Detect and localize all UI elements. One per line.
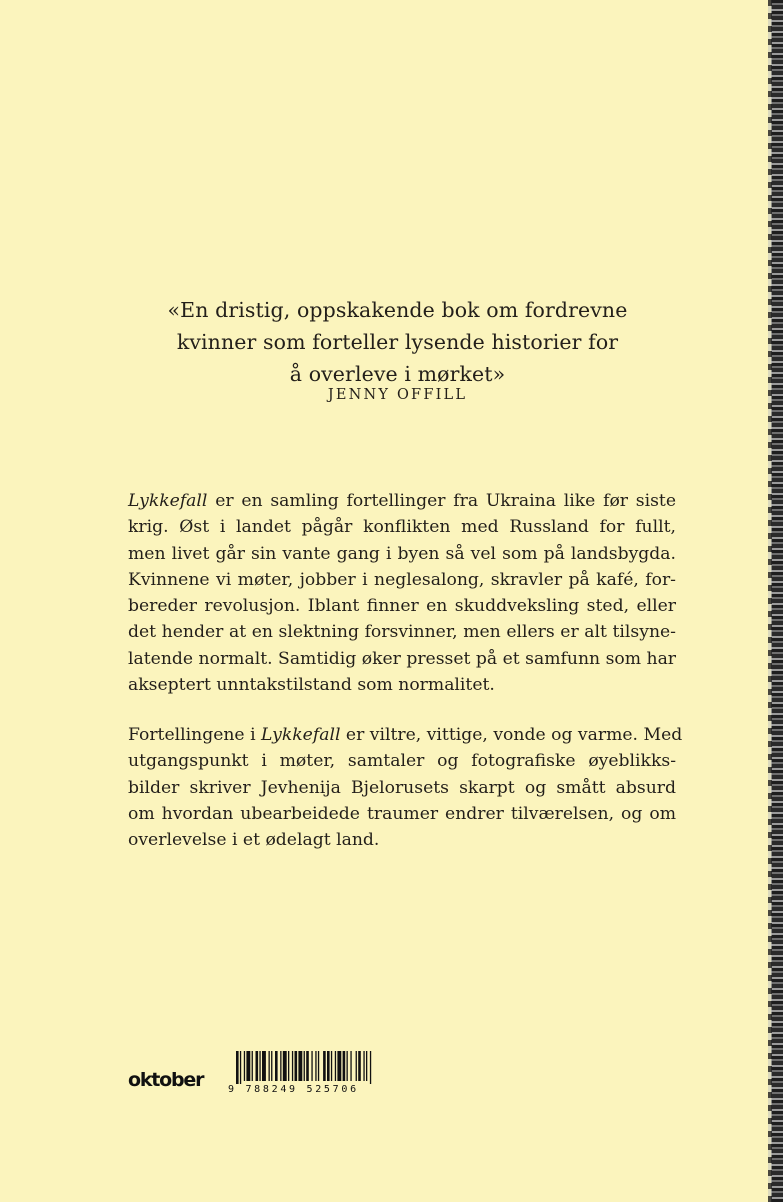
- blurb-line: men livet går sin vante gang i byen så vel som på landsbygda.: [128, 543, 676, 564]
- barcode-bar: [366, 1051, 367, 1081]
- barcode-bar: [347, 1051, 348, 1081]
- barcode-bar: [306, 1051, 309, 1081]
- barcode-bar: [269, 1051, 270, 1081]
- blurb-line: Lykkefall er en samling fortellinger fra Ukraina like før siste: [128, 491, 676, 511]
- barcode-bar: [335, 1051, 336, 1081]
- blurb-line: det hender at en slektning forsvinner, men ellers er alt tilsyne-: [128, 622, 676, 643]
- barcode-bar: [262, 1051, 266, 1081]
- blurb-paragraph-2: [128, 722, 683, 853]
- barcode-bar: [280, 1051, 281, 1081]
- barcode-bar: [370, 1051, 371, 1084]
- quote-attribution: JENNY OFFILL: [327, 387, 468, 403]
- barcode-bar: [292, 1051, 293, 1081]
- barcode-bar: [244, 1051, 245, 1081]
- blurb-paragraph-1: [128, 488, 676, 698]
- barcode-bars: [228, 1051, 418, 1084]
- barcode-bar: [350, 1051, 351, 1081]
- cover-edge-photo-strip: [771, 0, 783, 1202]
- blurb-line: om hvordan ubearbeidede traumer endrer tilværelsen, og om: [128, 803, 676, 824]
- blurb-line: Fortellingene i Lykkefall er viltre, vittige, vonde og varme. Med: [128, 725, 683, 745]
- blurb-line: Kvinnene vi møter, jobber i neglesalong, skravler på kafé, for-: [128, 569, 676, 590]
- blurb-line: latende normalt. Samtidig øker presset på et samfunn som har: [128, 648, 677, 669]
- barcode-bar: [323, 1051, 326, 1081]
- isbn-digits: 9 788249 525706: [228, 1084, 359, 1095]
- barcode-bar: [295, 1051, 298, 1081]
- blurb-line: akseptert unntakstilstand som normalitet.: [128, 675, 495, 696]
- quote-line: kvinner som forteller lysende historier for: [176, 330, 619, 354]
- barcode-bar: [259, 1051, 260, 1081]
- barcode-bar: [304, 1051, 305, 1081]
- publisher-logo: oktober: [128, 1069, 204, 1091]
- book-title: Lykkefall: [128, 491, 208, 511]
- review-quote: [60, 294, 735, 390]
- blurb-line: bilder skriver Jevhenija Bjelorusets skarpt og smått absurd: [128, 777, 676, 798]
- barcode-bar: [288, 1051, 289, 1081]
- barcode-bar: [363, 1051, 364, 1081]
- barcode-bar: [271, 1051, 272, 1081]
- barcode-bar: [311, 1051, 312, 1081]
- barcode-bar: [343, 1051, 346, 1081]
- barcode-bar: [327, 1051, 330, 1081]
- barcode-bar: [275, 1051, 278, 1081]
- blurb-line: utgangspunkt i møter, samtaler og fotografiske øyeblikks-: [128, 751, 676, 772]
- barcode-bar: [337, 1051, 341, 1081]
- blurb-line: overlevelse i et ødelagt land.: [128, 830, 380, 851]
- barcode-bar: [246, 1051, 250, 1081]
- barcode-bar: [256, 1051, 259, 1081]
- book-title: Lykkefall: [261, 725, 341, 745]
- barcode-bar: [358, 1051, 361, 1081]
- quote-line: «En dristig, oppskakende bok om fordrevne: [167, 298, 628, 322]
- barcode-bar: [356, 1051, 357, 1081]
- barcode-bar: [283, 1051, 287, 1081]
- blurb-line: krig. Øst i landet pågår konflikten med Russland for fullt,: [128, 517, 676, 538]
- barcode-bar: [318, 1051, 319, 1081]
- barcode-bar: [298, 1051, 302, 1081]
- barcode-bar: [240, 1051, 241, 1084]
- quote-line: å overleve i mørket»: [289, 362, 506, 386]
- barcode-bar: [315, 1051, 316, 1081]
- barcode-bar: [236, 1051, 239, 1084]
- barcode-bar: [252, 1051, 253, 1081]
- barcode-bar: [331, 1051, 332, 1081]
- blurb-line: bereder revolusjon. Iblant finner en skuddveksling sted, eller: [128, 596, 676, 617]
